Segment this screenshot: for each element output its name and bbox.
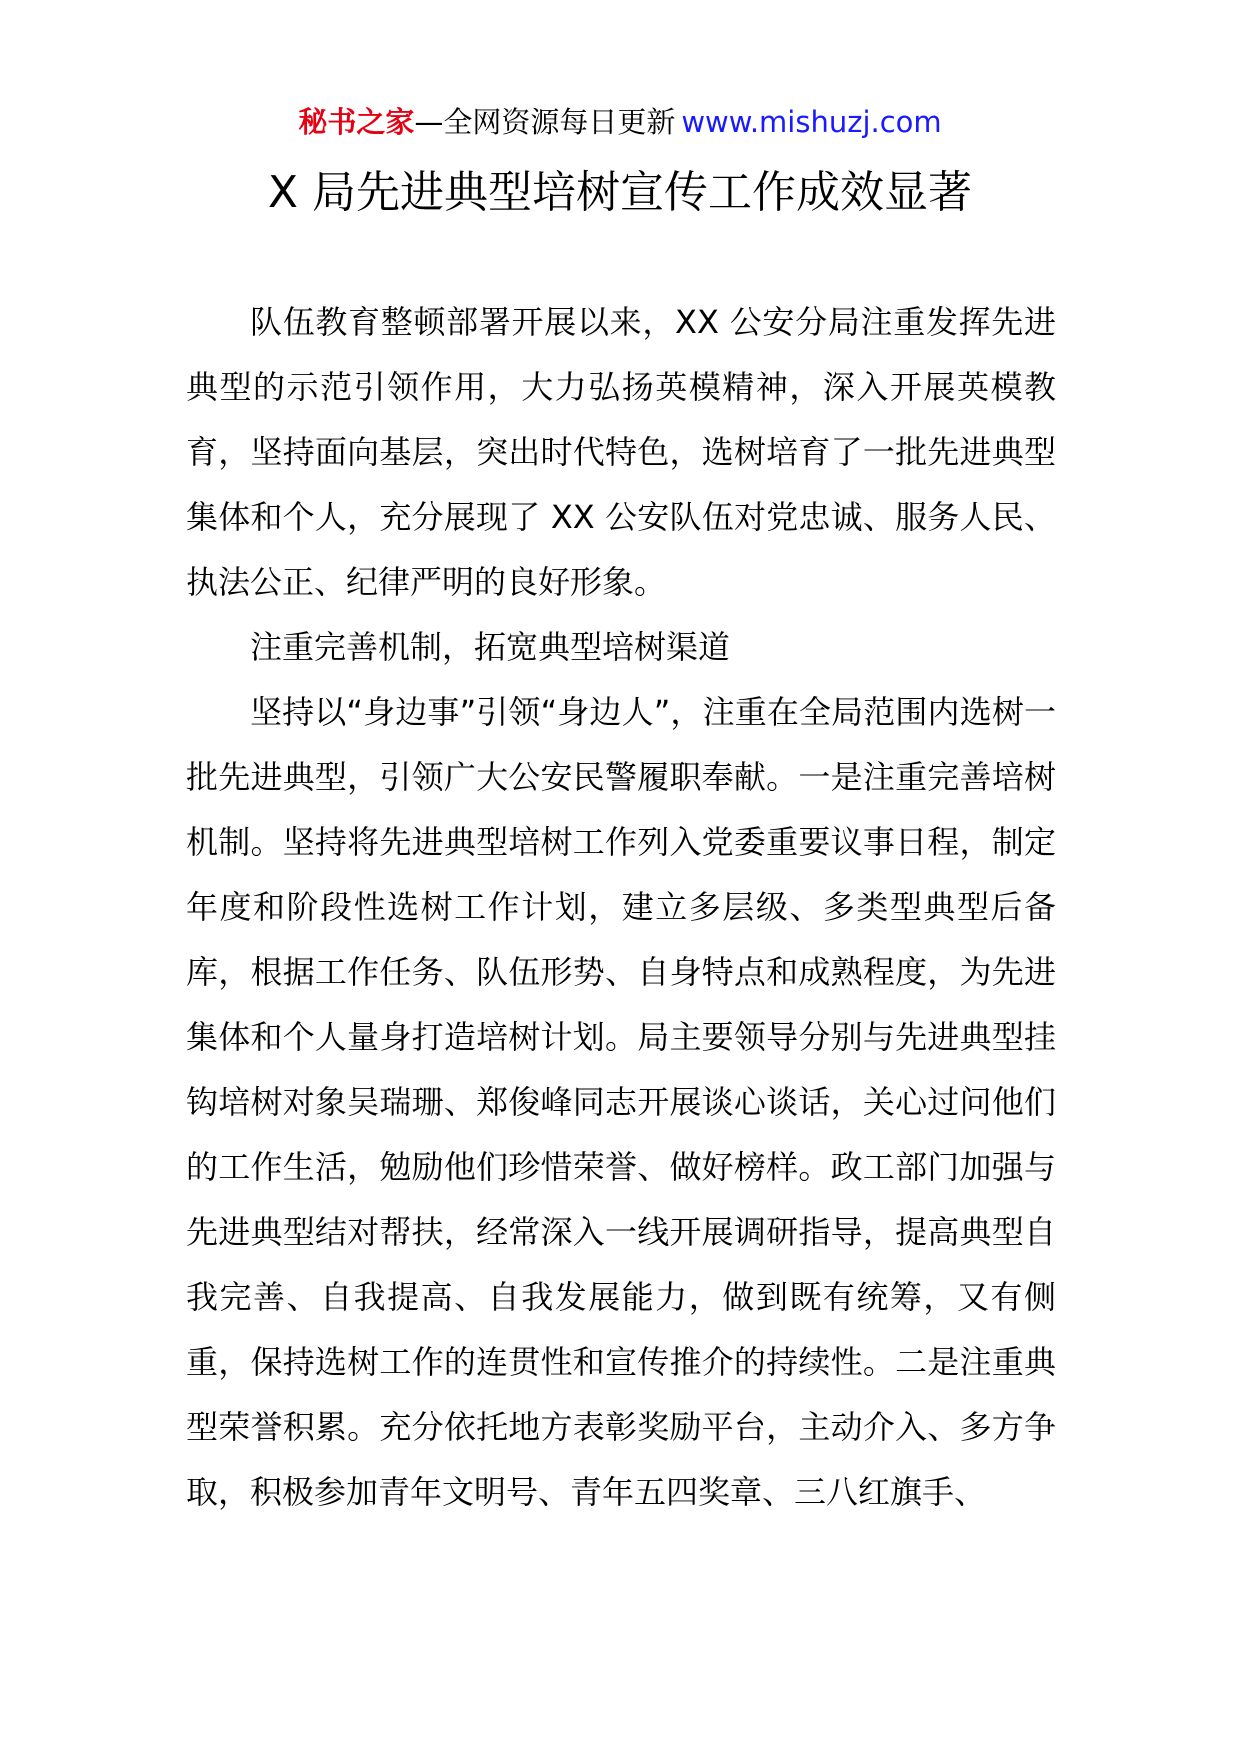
paragraph-main: 坚持以“身边事”引领“身边人”，注重在全局范围内选树一批先进典型，引领广大公安民警履职奉献。一是注重完善培树机制。坚持将先进典型培树工作列入党委重要议事日程，制定年度和阶段性选树工作计划，建立多层级、多类型典型后备库，根据工作任务、队伍形势、自身特点和成熟程度，为先进集体和个人量身打造培树计划。局主要领导分别与先进典型挂钩培树对象吴瑞珊、郑俊峰同志开展谈心谈话，关心过问他们的工作生活，勉励他们珍惜荣誉、做好榜样。政工部门加强与先进典型结对帮扶，经常深入一线开展调研指导，提高典型自我完善、自我提高、自我发展能力，做到既有统筹，又有侧重，保持选树工作的连贯性和宣传推介的持续性。二是注重典型荣誉积累。充分依托地方表彰奖励平台，主动介入、多方争取，积极参加青年文明号、青年五四奖章、三八红旗手、	[186, 693, 1056, 1511]
site-brand: 秘书之家	[298, 105, 415, 139]
site-header	[0, 102, 1240, 142]
site-tagline: —全网资源每日更新	[414, 105, 676, 139]
document-body	[186, 290, 1056, 1525]
paragraph-subheading: 注重完善机制，拓宽典型培树渠道	[250, 628, 731, 666]
site-url-link[interactable]: www.mishuzj.com	[681, 105, 942, 139]
paragraph-intro: 队伍教育整顿部署开展以来，XX 公安分局注重发挥先进典型的示范引领作用，大力弘扬英模精神，深入开展英模教育，坚持面向基层，突出时代特色，选树培育了一批先进典型集体和个人，充分展现了 XX 公安队伍对党忠诚、服务人民、执法公正、纪律严明的良好形象。	[186, 303, 1056, 601]
document-title: X 局先进典型培树宣传工作成效显著	[267, 167, 973, 218]
